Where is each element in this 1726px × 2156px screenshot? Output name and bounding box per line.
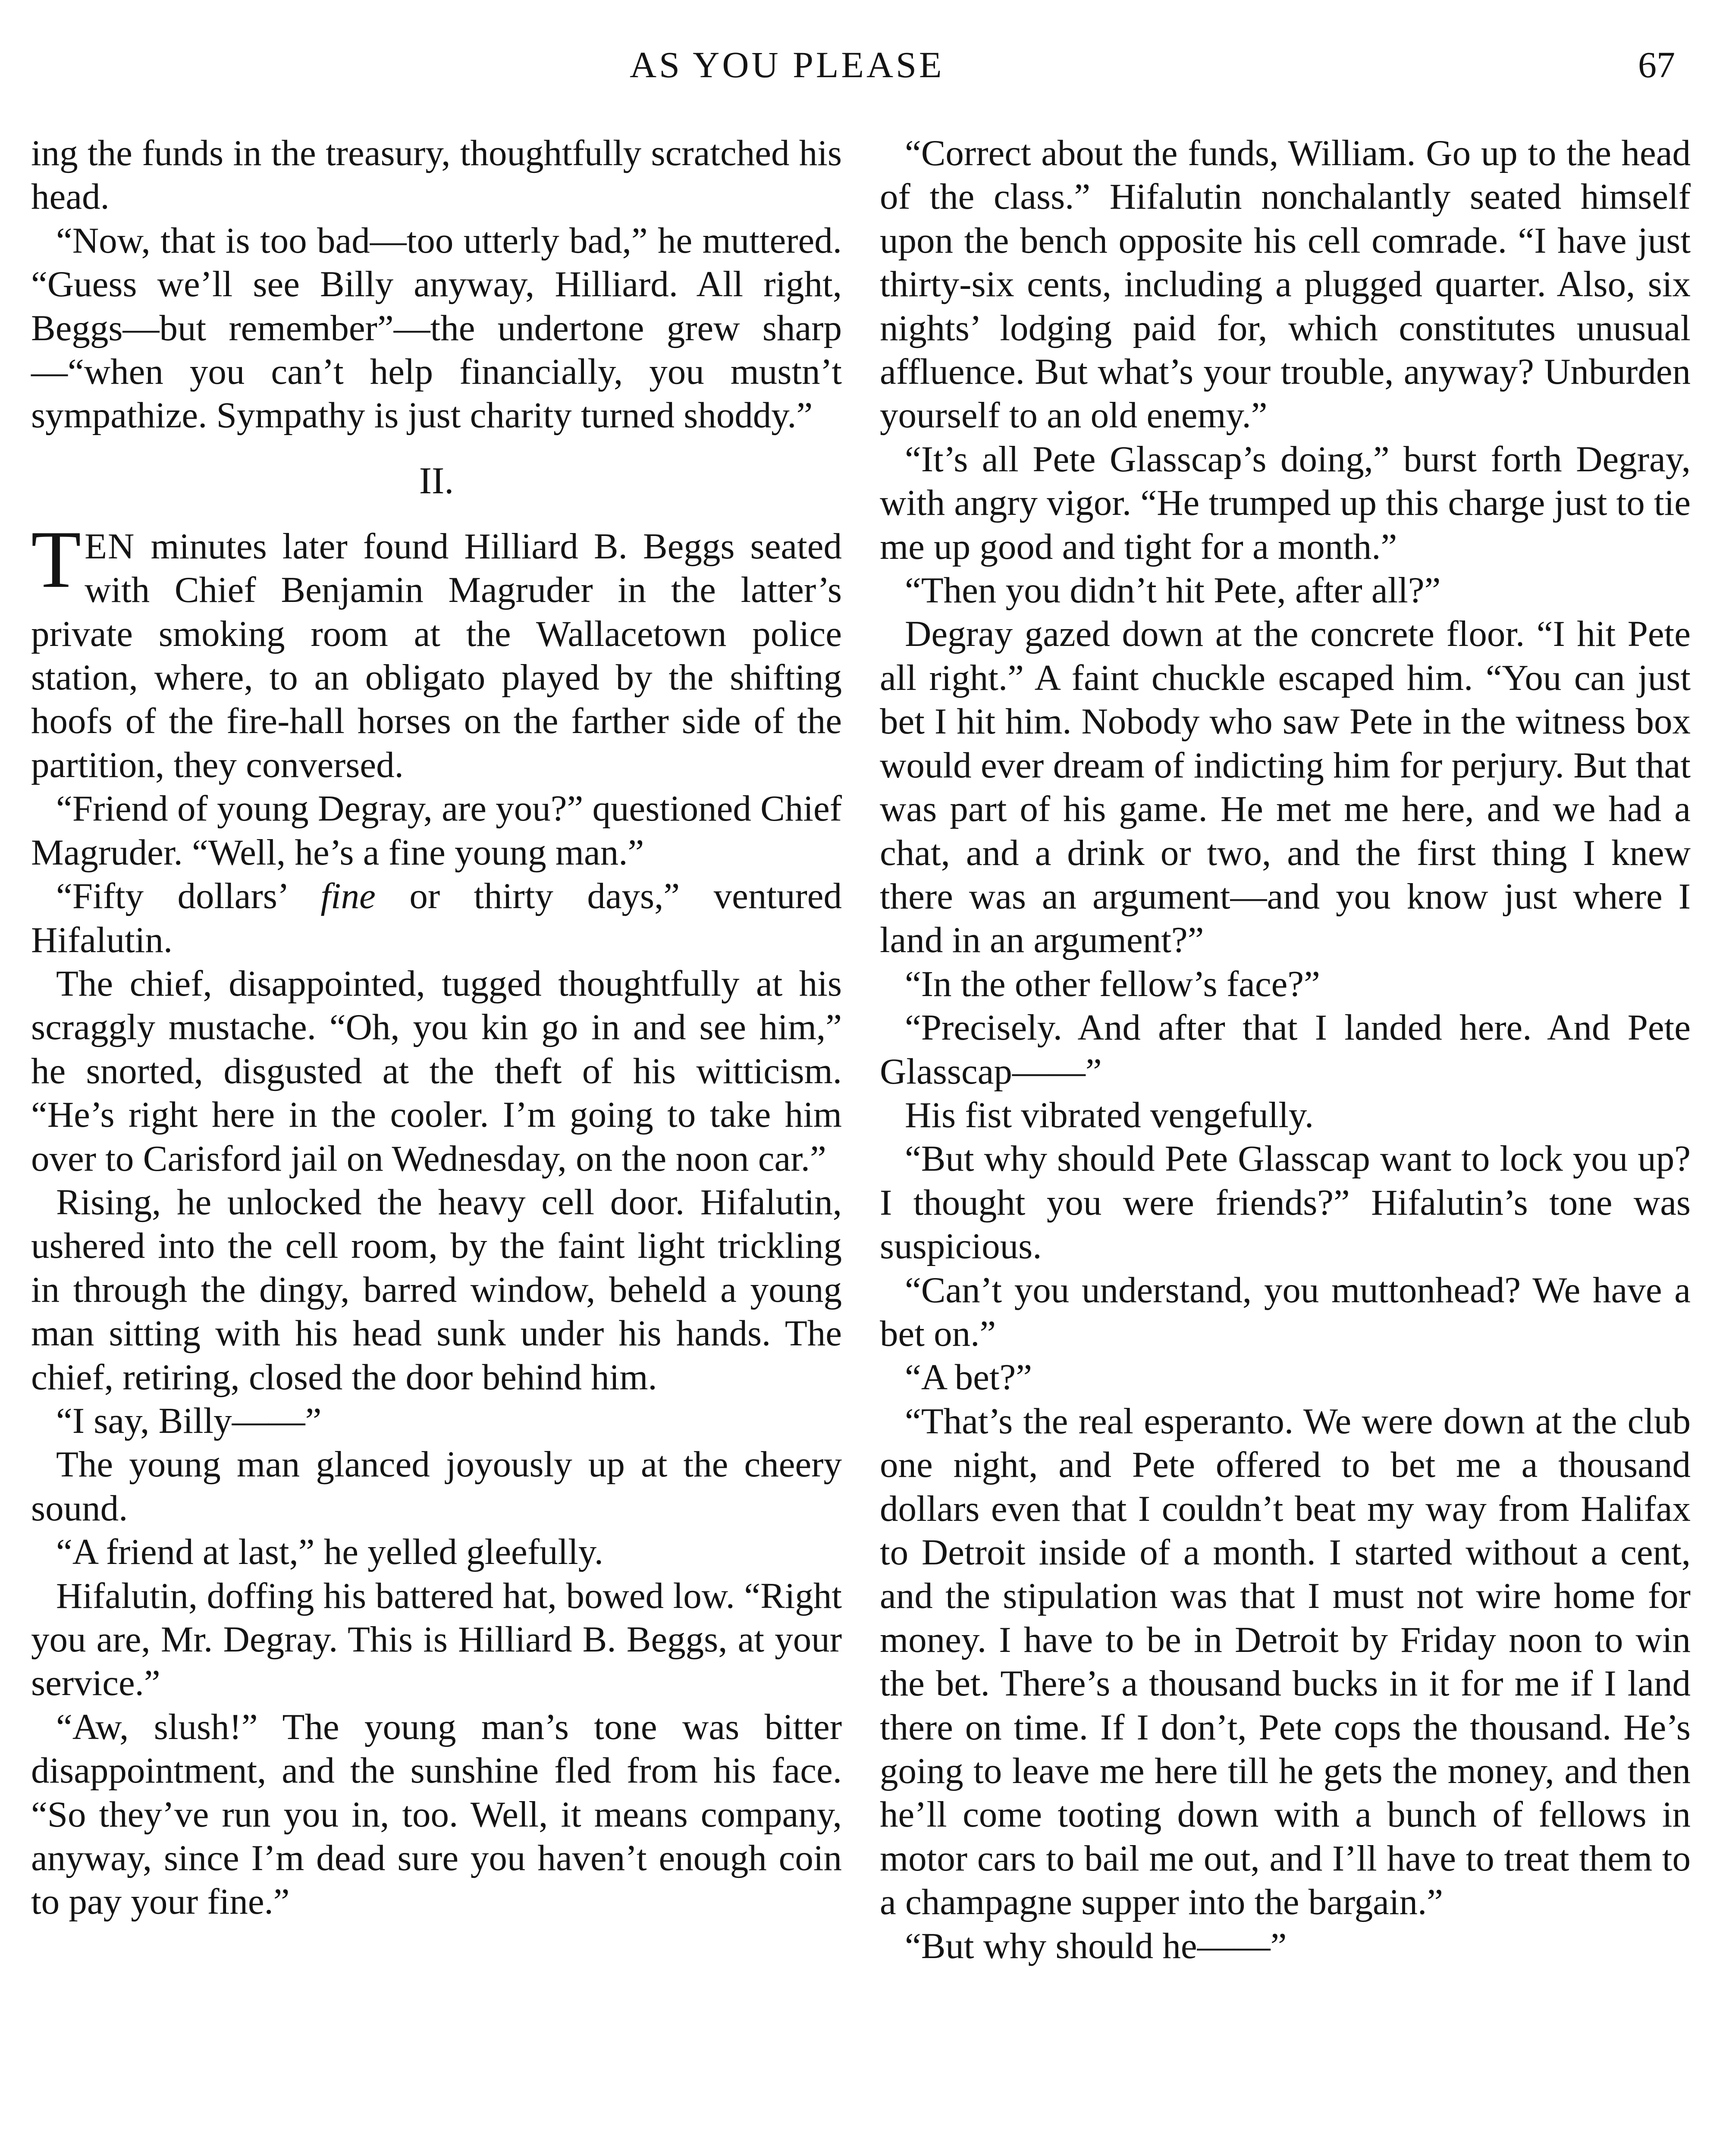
section-opening-paragraph — [31, 514, 842, 787]
paragraph: The chief, disappointed, tugged thoughtfully at his scraggly mustache. “Oh, you kin go in and see him,” he snorted, disgusted at the theft of his witticism. “He’s right here in the cooler. I’m going to take him over to Carisford jail on Wednesday, on the noon car.” — [31, 963, 842, 1179]
paragraph: “Can’t you understand, you muttonhead? We have a bet on.” — [880, 1269, 1691, 1354]
paragraph: The young man glanced joyously up at the cheery sound. — [31, 1444, 842, 1529]
paragraph: “It’s all Pete Glasscap’s doing,” burst forth Degray, with angry vigor. “He trumped up this charge just to tie me up good and tight for a month.” — [880, 439, 1691, 567]
paragraph: ing the funds in the treasury, thoughtfully scratched his head. — [31, 133, 842, 217]
paragraph: “In the other fellow’s face?” — [905, 963, 1320, 1004]
paragraph: Rising, he unlocked the heavy cell door. Hifalutin, ushered into the cell room, by the faint light trickling in through the dingy, barred window, beheld a young man sitting with his head sunk under his hands. The chief, retiring, closed the door behind him. — [31, 1181, 842, 1398]
paragraph: Hifalutin, doffing his battered hat, bowed low. “Right you are, Mr. Degray. This is Hilliard B. Beggs, at your service.” — [31, 1575, 842, 1704]
paragraph-text: or thirty days,” ventured Hifalutin. — [31, 876, 842, 960]
paragraph: “Correct about the funds, William. Go up to the head of the class.” Hifalutin nonchalantly seated himself upon the bench opposite his cell comrade. “I have just thirty-six cents, including a plugged quarter. Also, six nights’ lodging paid for, which constitutes unusual affluence. But what’s your trouble, anyway? Unburden yourself to an old enemy.” — [880, 133, 1691, 436]
italic-word: fine — [320, 876, 376, 917]
paragraph-text: minutes later found Hilliard B. Beggs seated with Chief Benjamin Magruder in the latter’s private smoking room at the Wallacetown police station, where, to an obligato played by the shifting hoofs of the fire-hall horses on the farther side of the partition, they conversed. — [31, 526, 842, 785]
running-head: AS YOU PLEASE — [630, 44, 945, 85]
paragraph: “Now, that is too bad—too utterly bad,” he muttered. “Guess we’ll see Billy anyway, Hilliard. All right, Beggs—but remember”—the undertone grew sharp—“when you can’t help financially, you mustn’t sympathize. Sympathy is just charity turned shoddy.” — [31, 220, 842, 436]
paragraph — [31, 874, 842, 962]
paragraph: His fist vibrated vengefully. — [905, 1094, 1314, 1135]
left-column — [31, 132, 842, 1924]
paragraph: “Then you didn’t hit Pete, after all?” — [905, 570, 1441, 611]
paragraph: “A bet?” — [905, 1357, 1032, 1398]
paragraph: “But why should he——” — [905, 1925, 1287, 1966]
right-column — [880, 132, 1691, 1968]
paragraph: “Precisely. And after that I landed here. And Pete Glasscap——” — [880, 1007, 1691, 1092]
drop-cap: T — [31, 514, 82, 605]
page-number: 67 — [1638, 44, 1675, 85]
paragraph: “A friend at last,” he yelled gleefully. — [56, 1532, 603, 1573]
paragraph: “I say, Billy——” — [56, 1400, 322, 1441]
lead-word: EN — [85, 526, 135, 567]
paragraph: Degray gazed down at the concrete floor. “I hit Pete all right.” A faint chuckle escaped him. “You can just bet I hit him. Nobody who saw Pete in the witness box would ever dream of indicting him for perjury. But that was part of his game. He met me here, and we had a chat, and a drink or two, and the first thing I knew there was an argument—and you know just where I land in an argument?” — [880, 614, 1691, 961]
paragraph-text: “Fifty dollars’ — [56, 876, 321, 917]
paragraph: “Friend of young Degray, are you?” questioned Chief Magruder. “Well, he’s a fine young man.” — [31, 788, 842, 873]
paragraph: “Aw, slush!” The young man’s tone was bitter disappointment, and the sunshine fled from his face. “So they’ve run you in, too. Well, it means company, anyway, since I’m dead sure you haven’t enough coin to pay your fine.” — [31, 1706, 842, 1922]
paragraph: “That’s the real esperanto. We were down at the club one night, and Pete offered to bet me a thousand dollars even that I couldn’t beat my way from Halifax to Detroit inside of a month. I started without a cent, and the stipulation was that I must not wire home for money. I have to be in Detroit by Friday noon to win the bet. There’s a thousand bucks in it for me if I land there on time. If I don’t, Pete cops the thousand. He’s going to leave me here till he gets the money, and then he’ll come tooting down with a bunch of fellows in motor cars to bail me out, and I’ll have to treat them to a champagne supper into the bargain.” — [880, 1401, 1691, 1923]
paragraph: “But why should Pete Glasscap want to lock you up? I thought you were friends?” Hifalutin’s tone was suspicious. — [880, 1138, 1691, 1267]
section-heading: II. — [419, 460, 454, 502]
